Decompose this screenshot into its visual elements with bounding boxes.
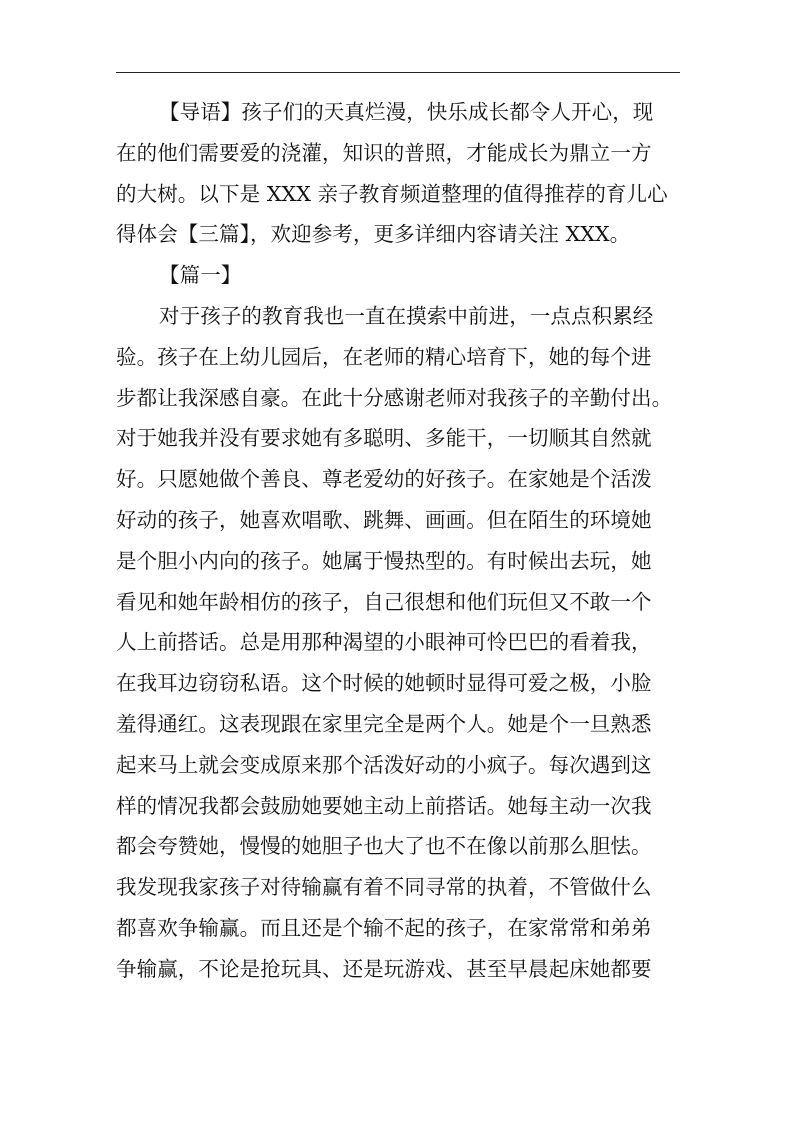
body-line: 对于孩子的教育我也一直在摸索中前进，一点点积累经 [159,303,654,328]
body-line: 看见和她年龄相仿的孩子，自己很想和他们玩但又不敢一个 [116,589,652,614]
body-line: 对于她我并没有要求她有多聪明、多能干，一切顺其自然就 [116,426,652,451]
body-line: 验。孩子在上幼儿园后，在老师的精心培育下，她的每个进 [116,344,652,369]
body-line: 我发现我家孩子对待输赢有着不同寻常的执着，不管做什么 [116,875,652,900]
body-line: 好。只愿她做个善良、尊老爱幼的好孩子。在家她是个活泼 [116,467,652,492]
body-line: 步都让我深感自豪。在此十分感谢老师对我孩子的辛勤付出。 [116,385,673,410]
intro-line: 【导语】孩子们的天真烂漫，快乐成长都令人开心，现 [159,100,654,124]
header-rule [116,72,680,73]
intro-line: 得体会【三篇】，欢迎参考，更多详细内容请关注 XXX。 [116,222,631,247]
intro-line: 在的他们需要爱的浇灌，知识的普照，才能成长为鼎立一方 [116,140,652,165]
body-line: 争输赢，不论是抢玩具、还是玩游戏、甚至早晨起床她都要 [116,956,652,981]
body-line: 都喜欢争输赢。而且还是个输不起的孩子，在家常常和弟弟 [116,915,652,940]
body-line: 人上前搭话。总是用那种渴望的小眼神可怜巴巴的看着我， [116,630,652,655]
body-line: 都会夸赞她，慢慢的她胆子也大了也不在像以前那么胆怯。 [116,834,652,859]
section-heading: 【篇一】 [159,263,242,288]
body-line: 起来马上就会变成原来那个活泼好动的小疯子。每次遇到这 [116,752,652,777]
body-line: 是个胆小内向的孩子。她属于慢热型的。有时候出去玩，她 [116,548,652,573]
body-line: 在我耳边窃窃私语。这个时候的她顿时显得可爱之极，小脸 [116,671,652,696]
body-line: 样的情况我都会鼓励她要她主动上前搭话。她每主动一次我 [116,793,652,818]
document-body [116,92,680,990]
body-line: 好动的孩子，她喜欢唱歌、跳舞、画画。但在陌生的环境她 [116,507,652,532]
intro-line: 的大树。以下是 XXX 亲子教育频道整理的值得推荐的育儿心 [116,181,668,206]
body-line: 羞得通红。这表现跟在家里完全是两个人。她是个一旦熟悉 [116,711,652,736]
